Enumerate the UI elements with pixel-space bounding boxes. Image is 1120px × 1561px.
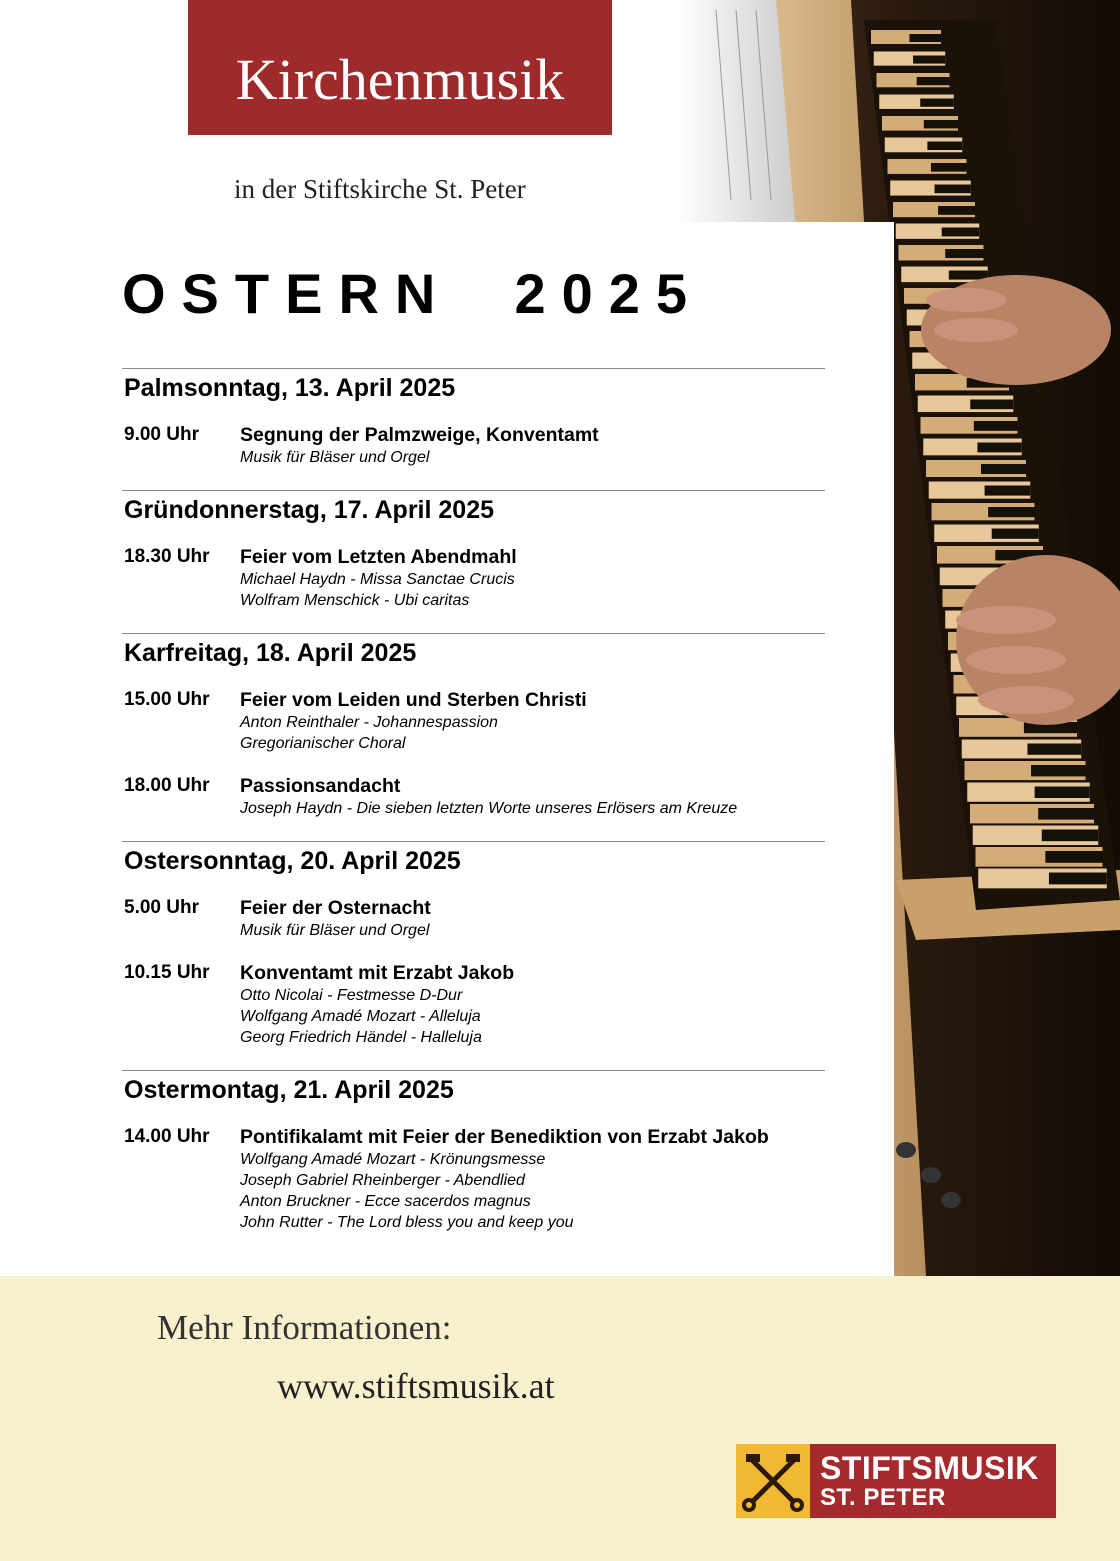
keyboard-key xyxy=(927,142,962,151)
keyboard-key xyxy=(1027,744,1081,755)
keyboard-key xyxy=(942,228,980,237)
event-title: Feier der Osternacht xyxy=(240,897,431,919)
event-detail: Musik für Bläser und Orgel xyxy=(240,922,430,939)
event-detail: Musik für Bläser und Orgel xyxy=(240,449,430,466)
event-detail: Wolfgang Amadé Mozart - Krönungsmesse xyxy=(240,1151,546,1168)
keyboard-key xyxy=(1045,851,1102,863)
event-detail: Joseph Gabriel Rheinberger - Abendlied xyxy=(240,1172,525,1189)
event-body xyxy=(240,774,825,819)
day-title: Karfreitag, 18. April 2025 xyxy=(124,639,417,667)
event-body xyxy=(240,688,825,754)
keyboard-key xyxy=(949,271,988,280)
keyboard-key xyxy=(920,99,954,107)
keyboard-key xyxy=(1049,873,1107,885)
event-body xyxy=(240,961,825,1048)
event-detail: Georg Friedrich Händel - Halleluja xyxy=(240,1029,482,1046)
event xyxy=(124,545,825,611)
event-detail: John Rutter - The Lord bless you and keep you xyxy=(240,1214,574,1231)
day-section xyxy=(122,633,825,841)
event-body xyxy=(240,896,825,941)
event-title: Passionsandacht xyxy=(240,775,401,797)
event-title: Pontifikalamt mit Feier der Benediktion von Erzabt Jakob xyxy=(240,1126,769,1148)
event-time: 15.00 Uhr xyxy=(124,689,210,710)
event-body xyxy=(240,545,825,611)
keyboard-key xyxy=(977,443,1021,453)
keyboard-key xyxy=(935,185,971,194)
event-time: 14.00 Uhr xyxy=(124,1126,210,1147)
event xyxy=(124,1125,825,1233)
crossed-keys-icon xyxy=(736,1444,810,1518)
logo-text-secondary: ST. PETER xyxy=(820,1484,946,1511)
keyboard-key xyxy=(913,56,945,64)
title-banner xyxy=(188,0,612,135)
day-title: Gründonnerstag, 17. April 2025 xyxy=(124,496,495,524)
day-title: Ostermontag, 21. April 2025 xyxy=(124,1076,454,1104)
keyboard-key xyxy=(945,249,983,258)
keyboard-key xyxy=(981,464,1026,474)
event xyxy=(124,896,825,941)
event-time: 9.00 Uhr xyxy=(124,424,199,445)
event xyxy=(124,688,825,754)
keyboard-key xyxy=(910,34,942,42)
day-title: Ostersonntag, 20. April 2025 xyxy=(124,847,461,875)
venue-subtitle: in der Stiftskirche St. Peter xyxy=(234,174,526,204)
event-detail: Joseph Haydn - Die sieben letzten Worte unseres Erlösers am Kreuze xyxy=(240,800,738,817)
day-section xyxy=(122,841,825,1070)
day-section xyxy=(122,490,825,633)
stiftsmusik-logo xyxy=(736,1444,1056,1518)
event-body xyxy=(240,423,825,468)
keyboard-key xyxy=(985,486,1031,496)
event-detail: Anton Bruckner - Ecce sacerdos magnus xyxy=(240,1193,531,1210)
keyboard-key xyxy=(917,77,950,85)
event-detail: Michael Haydn - Missa Sanctae Crucis xyxy=(240,571,515,588)
keyboard-key xyxy=(1042,830,1098,842)
event-title: Feier vom Leiden und Sterben Christi xyxy=(240,689,587,711)
footer xyxy=(0,1276,1120,1561)
more-info-label: Mehr Informationen: xyxy=(157,1308,452,1347)
keyboard-key xyxy=(1035,787,1090,799)
event xyxy=(124,961,825,1048)
keyboard-key xyxy=(974,421,1018,431)
event-title: Konventamt mit Erzabt Jakob xyxy=(240,962,515,984)
keyboard-key xyxy=(988,507,1034,517)
event-detail: Wolfram Menschick - Ubi caritas xyxy=(240,592,470,609)
event-body xyxy=(240,1125,825,1233)
page-title: Kirchenmusik xyxy=(235,47,565,112)
event xyxy=(124,774,825,819)
event-title: Segnung der Palmzweige, Konventamt xyxy=(240,424,599,446)
keyboard-key xyxy=(924,120,958,128)
keyboard-key xyxy=(938,206,975,215)
day-section xyxy=(122,1070,825,1255)
keyboard-key xyxy=(992,529,1039,539)
day-title: Palmsonntag, 13. April 2025 xyxy=(124,374,456,402)
keyboard-key xyxy=(970,400,1013,410)
logo-text-primary: STIFTSMUSIK xyxy=(820,1450,1039,1486)
event-detail: Anton Reinthaler - Johannespassion xyxy=(240,714,498,731)
season-heading: OSTERN 2025 xyxy=(122,262,704,325)
day-section xyxy=(122,368,825,490)
event-time: 5.00 Uhr xyxy=(124,897,199,918)
event-time: 18.30 Uhr xyxy=(124,546,210,567)
schedule xyxy=(122,368,825,1255)
event xyxy=(124,423,825,468)
event-detail: Wolfgang Amadé Mozart - Alleluja xyxy=(240,1008,481,1025)
event-time: 10.15 Uhr xyxy=(124,962,210,983)
website-link[interactable]: www.stiftsmusik.at xyxy=(277,1366,555,1406)
keyboard-key xyxy=(931,163,967,172)
event-time: 18.00 Uhr xyxy=(124,775,210,796)
event-title: Feier vom Letzten Abendmahl xyxy=(240,546,517,568)
keyboard-key xyxy=(1038,808,1094,820)
keyboard-key xyxy=(1031,765,1085,776)
event-detail: Otto Nicolai - Festmesse D-Dur xyxy=(240,987,463,1004)
event-detail: Gregorianischer Choral xyxy=(240,735,406,752)
